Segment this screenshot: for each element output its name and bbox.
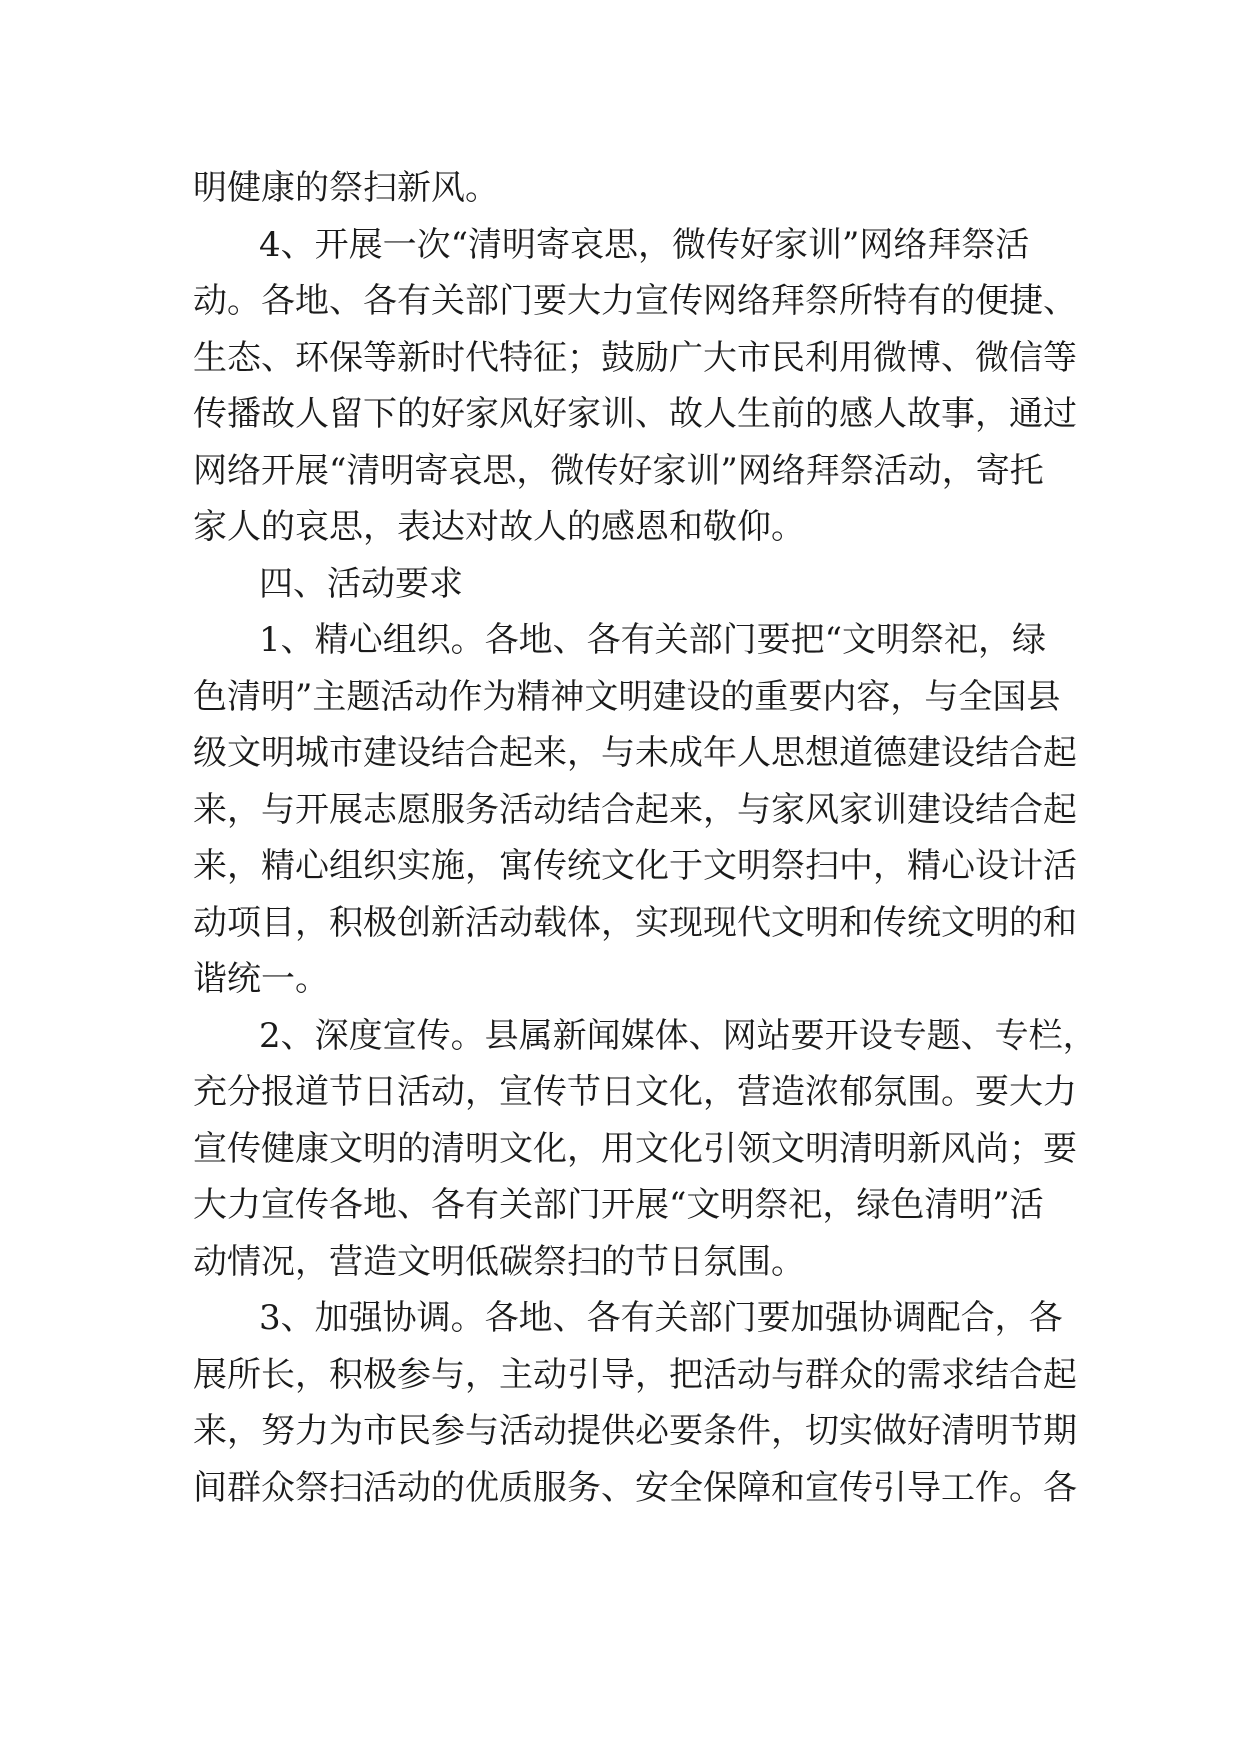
text-line: 网络开展“清明寄哀思，微传好家训”网络拜祭活动，寄托 <box>193 450 1044 491</box>
text-line: 级文明城市建设结合起来，与未成年人思想道德建设结合起 <box>193 733 1077 773</box>
text-line: 色清明”主题活动作为精神文明建设的重要内容，与全国县 <box>193 676 1061 717</box>
text-line: 四、活动要求 <box>259 563 463 604</box>
text-line: 间群众祭扫活动的优质服务、安全保障和宣传引导工作。各 <box>193 1467 1077 1508</box>
text-line: 家人的哀思，表达对故人的感恩和敬仰。 <box>193 507 805 547</box>
text-line: 大力宣传各地、各有关部门开展“文明祭祀，绿色清明”活 <box>193 1185 1044 1225</box>
text-line: 动情况，营造文明低碳祭扫的节日氛围。 <box>193 1241 805 1282</box>
text-line: 明健康的祭扫新风。 <box>193 168 499 208</box>
text-line: 来，精心组织实施，寓传统文化于文明祭扫中，精心设计活 <box>193 846 1077 886</box>
text-line: 4、开展一次“清明寄哀思，微传好家训”网络拜祭活 <box>259 224 1030 265</box>
text-line: 3、加强协调。各地、各有关部门要加强协调配合，各 <box>259 1298 1063 1338</box>
text-line: 宣传健康文明的清明文化，用文化引领文明清明新风尚；要 <box>193 1128 1077 1169</box>
text-line: 1、精心组织。各地、各有关部门要把“文明祭祀，绿 <box>259 620 1047 660</box>
text-line: 充分报道节日活动，宣传节日文化，营造浓郁氛围。要大力 <box>193 1072 1077 1112</box>
text-line: 展所长，积极参与，主动引导，把活动与群众的需求结合起 <box>193 1354 1077 1395</box>
text-line: 谐统一。 <box>193 959 329 999</box>
body-text <box>193 160 1097 1516</box>
text-line: 2、深度宣传。县属新闻媒体、网站要开设专题、专栏， <box>259 1015 1097 1056</box>
text-line: 来，与开展志愿服务活动结合起来，与家风家训建设结合起 <box>193 789 1077 830</box>
text-line: 生态、环保等新时代特征；鼓励广大市民利用微博、微信等 <box>193 337 1077 378</box>
text-line: 动。各地、各有关部门要大力宣传网络拜祭所特有的便捷、 <box>193 281 1077 321</box>
text-line: 动项目，积极创新活动载体，实现现代文明和传统文明的和 <box>193 902 1077 943</box>
text-line: 传播故人留下的好家风好家训、故人生前的感人故事，通过 <box>193 394 1077 434</box>
text-line: 来，努力为市民参与活动提供必要条件，切实做好清明节期 <box>193 1411 1077 1451</box>
